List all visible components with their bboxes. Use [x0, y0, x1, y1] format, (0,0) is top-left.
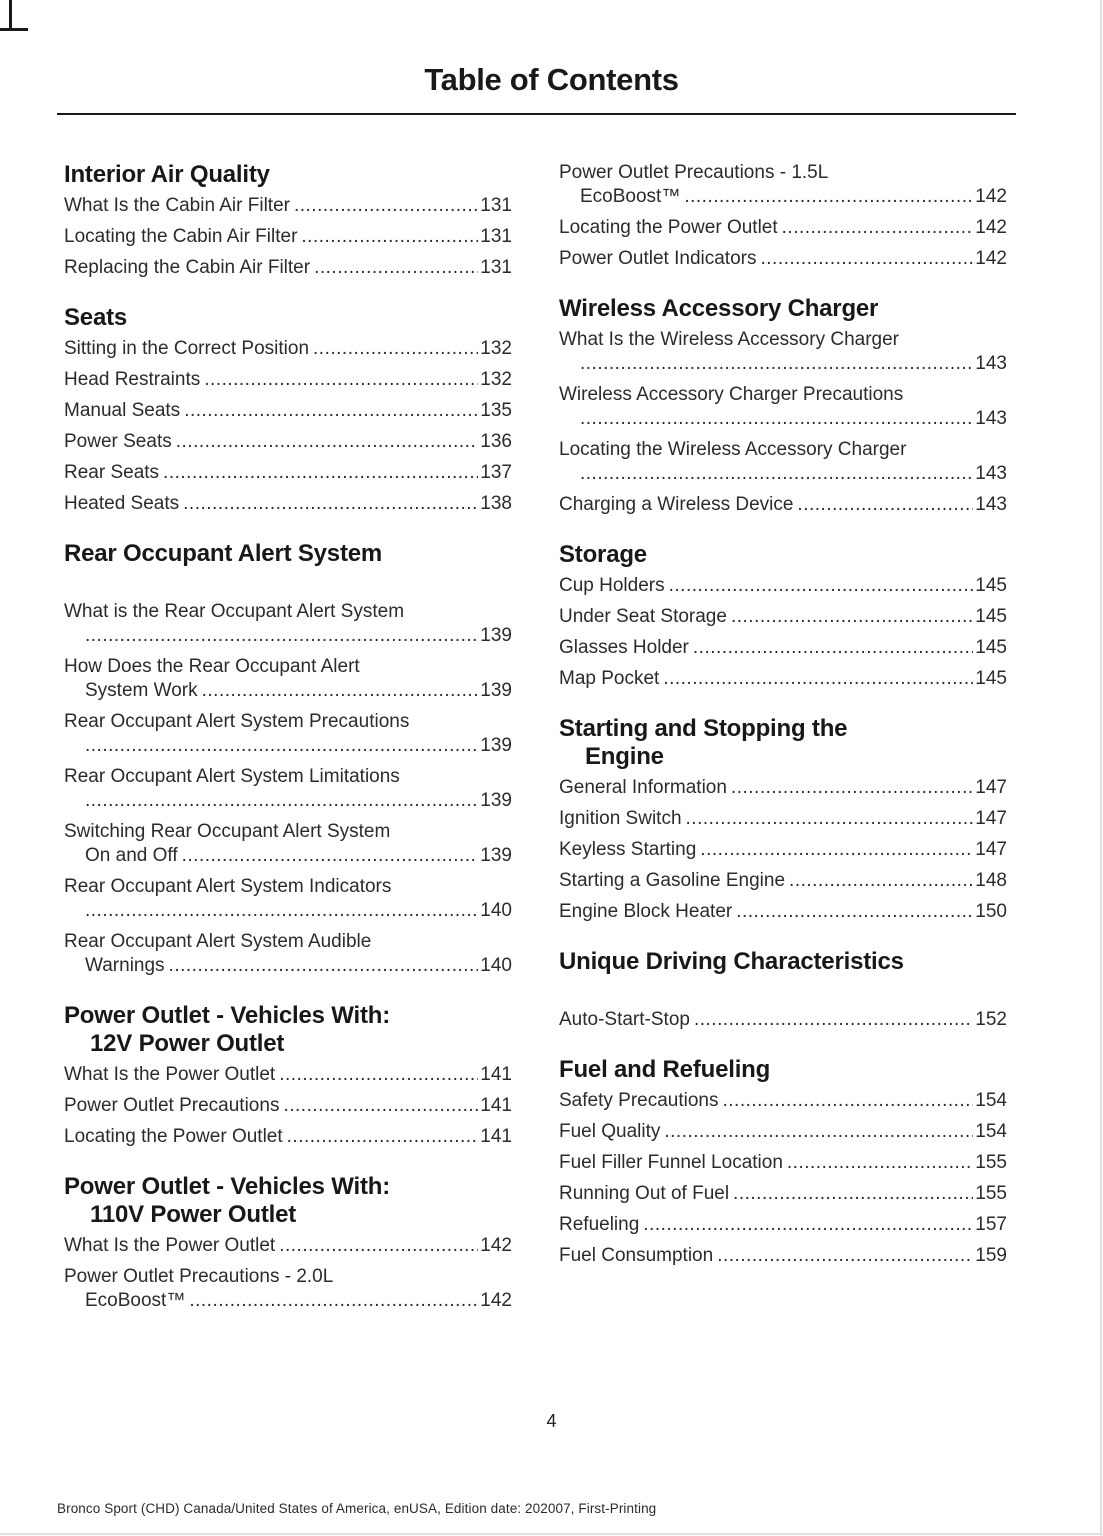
toc-entry-text: Manual Seats — [64, 400, 181, 421]
toc-entry-leader-line — [559, 807, 1007, 831]
toc-entry-page: 139 — [480, 735, 512, 756]
section-heading — [64, 161, 512, 189]
dot-leader — [684, 185, 973, 209]
section-heading — [559, 541, 1007, 569]
toc-entry — [559, 1213, 1007, 1237]
toc-entry-leader-line — [64, 734, 512, 758]
toc-section — [559, 161, 1007, 271]
toc-entry-leader-line — [559, 605, 1007, 629]
dot-leader — [669, 574, 974, 598]
toc-entry-text: Map Pocket — [559, 668, 660, 689]
toc-entry — [64, 430, 512, 454]
toc-entry-page: 131 — [480, 226, 512, 247]
toc-section — [64, 161, 512, 280]
toc-entry-leader-line — [64, 789, 512, 813]
toc-entry-leader-line — [64, 430, 512, 454]
toc-entry — [559, 383, 1007, 431]
toc-entry-text: EcoBoost™ — [580, 186, 681, 207]
section-heading — [64, 304, 512, 332]
toc-entry — [64, 492, 512, 516]
toc-entry-leader-line — [64, 1289, 512, 1313]
toc-entry-text: Keyless Starting — [559, 839, 697, 860]
toc-entry-text: EcoBoost™ — [85, 1290, 186, 1311]
toc-entry-page: 145 — [975, 637, 1007, 658]
toc-entry-leader-line — [64, 399, 512, 423]
section-heading-line: Wireless Accessory Charger — [559, 295, 879, 322]
toc-entry-page: 152 — [975, 1009, 1007, 1030]
toc-entry-leader-line — [559, 869, 1007, 893]
dot-leader — [760, 247, 973, 271]
section-heading-line: Fuel and Refueling — [559, 1056, 771, 1083]
footer-text: Bronco Sport (CHD) Canada/United States of America, enUSA, Edition date: 202007, First-Printing — [57, 1501, 657, 1516]
toc-entry-line1: Wireless Accessory Charger Precautions — [559, 384, 904, 405]
toc-section — [559, 541, 1007, 691]
section-heading — [559, 715, 1007, 771]
dot-leader — [663, 667, 973, 691]
toc-entry — [559, 776, 1007, 800]
toc-entry-page: 139 — [480, 845, 512, 866]
page-edge-right — [1100, 0, 1102, 1536]
dot-leader — [169, 954, 479, 978]
toc-entry — [64, 1234, 512, 1258]
toc-entry — [64, 1265, 512, 1313]
toc-entry — [64, 820, 512, 868]
toc-entry-text: Fuel Filler Funnel Location — [559, 1152, 783, 1173]
toc-entry — [559, 900, 1007, 924]
section-heading — [64, 1002, 512, 1058]
toc-entry — [64, 194, 512, 218]
toc-entry-page: 141 — [480, 1064, 512, 1085]
toc-entry-text: Power Seats — [64, 431, 172, 452]
dot-leader — [717, 1244, 973, 1268]
toc-entry-line1: Switching Rear Occupant Alert System — [64, 821, 391, 842]
toc-entry-line1: Rear Occupant Alert System Limitations — [64, 766, 400, 787]
toc-section — [64, 1173, 512, 1313]
toc-entry-page: 137 — [480, 462, 512, 483]
toc-entry — [559, 247, 1007, 271]
toc-entry-line1: What is the Rear Occupant Alert System — [64, 601, 405, 622]
toc-entry-page: 145 — [975, 668, 1007, 689]
toc-entry-leader-line — [64, 368, 512, 392]
dot-leader — [85, 899, 478, 923]
toc-entry-leader-line — [64, 1234, 512, 1258]
section-heading-line: Starting and Stopping the — [559, 715, 848, 742]
dot-leader — [202, 679, 479, 703]
toc-entry-text: What Is the Power Outlet — [64, 1064, 276, 1085]
toc-entry — [64, 875, 512, 923]
toc-entry-leader-line — [559, 838, 1007, 862]
toc-entry-leader-line — [64, 492, 512, 516]
crop-mark-vertical — [9, 0, 12, 28]
dot-leader — [314, 256, 478, 280]
toc-entry-page: 143 — [975, 353, 1007, 374]
toc-entry-page: 140 — [480, 900, 512, 921]
toc-entry-page: 138 — [480, 493, 512, 514]
dot-leader — [294, 194, 478, 218]
toc-entry-page: 142 — [975, 248, 1007, 269]
toc-entry-page: 154 — [975, 1090, 1007, 1111]
toc-entry-line1: Rear Occupant Alert System Indicators — [64, 876, 392, 897]
dot-leader — [313, 337, 478, 361]
toc-entry-page: 139 — [480, 680, 512, 701]
toc-entry-page: 141 — [480, 1095, 512, 1116]
dot-leader — [580, 462, 973, 486]
toc-column-2 — [559, 161, 1007, 1320]
toc-entry-leader-line — [64, 461, 512, 485]
toc-entry-page: 143 — [975, 463, 1007, 484]
toc-entry-page: 142 — [480, 1235, 512, 1256]
toc-entry-page: 131 — [480, 195, 512, 216]
toc-entry — [559, 636, 1007, 660]
section-heading — [559, 948, 1007, 976]
dot-leader — [643, 1213, 973, 1237]
dot-leader — [787, 1151, 973, 1175]
section-heading-line: Unique Driving Characteristics — [559, 948, 904, 975]
toc-entry-text: Power Outlet Precautions — [64, 1095, 280, 1116]
dot-leader — [279, 1063, 478, 1087]
toc-entry-leader-line — [559, 1151, 1007, 1175]
toc-entry-text: On and Off — [85, 845, 178, 866]
toc-entry — [64, 1125, 512, 1149]
section-heading-line: Rear Occupant Alert System — [64, 540, 383, 567]
toc-entry-line1: Locating the Wireless Accessory Charger — [559, 439, 907, 460]
toc-entry — [64, 765, 512, 813]
toc-entry-page: 147 — [975, 777, 1007, 798]
toc-entry-leader-line — [559, 462, 1007, 486]
toc-entry-leader-line — [559, 1244, 1007, 1268]
dot-leader — [722, 1089, 973, 1113]
page-title: Table of Contents — [424, 62, 679, 97]
toc-entry-leader-line — [64, 679, 512, 703]
toc-section — [64, 1002, 512, 1149]
toc-entry-text: Charging a Wireless Device — [559, 494, 794, 515]
toc-entry-text: Fuel Quality — [559, 1121, 661, 1142]
toc-entry-text: Ignition Switch — [559, 808, 682, 829]
toc-entry-text: Fuel Consumption — [559, 1245, 714, 1266]
section-heading-line: Power Outlet - Vehicles With: — [64, 1173, 391, 1200]
toc-entry — [64, 256, 512, 280]
toc-entry-page: 131 — [480, 257, 512, 278]
toc-entry-leader-line — [559, 1182, 1007, 1206]
toc-section — [64, 304, 512, 516]
toc-entry — [559, 1089, 1007, 1113]
toc-entry-leader-line — [559, 407, 1007, 431]
toc-entry-leader-line — [559, 776, 1007, 800]
section-heading-line: Interior Air Quality — [64, 161, 270, 188]
section-heading — [559, 295, 1007, 323]
dot-leader — [580, 407, 973, 431]
toc-entry-leader-line — [64, 624, 512, 648]
dot-leader — [693, 636, 973, 660]
dot-leader — [664, 1120, 973, 1144]
toc-entry-page: 142 — [975, 186, 1007, 207]
toc-entry-page: 132 — [480, 338, 512, 359]
toc-entry — [64, 461, 512, 485]
section-heading — [559, 1056, 1007, 1084]
section-heading-line: 12V Power Outlet — [90, 1030, 285, 1057]
toc-entry-page: 159 — [975, 1245, 1007, 1266]
dot-leader — [731, 776, 973, 800]
dot-leader — [184, 399, 478, 423]
toc-entry-text: Starting a Gasoline Engine — [559, 870, 786, 891]
toc-entry — [559, 161, 1007, 209]
toc-entry-leader-line — [559, 667, 1007, 691]
toc-section — [559, 1056, 1007, 1268]
toc-entry-page: 155 — [975, 1152, 1007, 1173]
section-heading-line: Seats — [64, 304, 128, 331]
toc-entry — [559, 1151, 1007, 1175]
toc-entry — [64, 337, 512, 361]
toc-entry — [559, 1008, 1007, 1032]
toc-entry-page: 142 — [480, 1290, 512, 1311]
toc-entry-leader-line — [559, 493, 1007, 517]
toc-entry-text: Glasses Holder — [559, 637, 689, 658]
toc-entry — [559, 605, 1007, 629]
toc-entry-text: What Is the Cabin Air Filter — [64, 195, 290, 216]
toc-entry-text: Refueling — [559, 1214, 640, 1235]
dot-leader — [85, 734, 478, 758]
toc-entry-page: 142 — [975, 217, 1007, 238]
section-heading — [64, 540, 512, 568]
dot-leader — [733, 1182, 973, 1206]
toc-entry-leader-line — [64, 1125, 512, 1149]
dot-leader — [580, 352, 973, 376]
toc-entry-leader-line — [64, 954, 512, 978]
toc-entry-text: Sitting in the Correct Position — [64, 338, 310, 359]
dot-leader — [279, 1234, 478, 1258]
page-number: 4 — [546, 1411, 557, 1431]
toc-entry-text: Rear Seats — [64, 462, 160, 483]
toc-section — [559, 715, 1007, 924]
toc-entry-page: 140 — [480, 955, 512, 976]
dot-leader — [287, 1125, 479, 1149]
toc-entry-text: Cup Holders — [559, 575, 665, 596]
toc-entry-line1: Power Outlet Precautions - 2.0L — [64, 1266, 334, 1287]
toc-entry — [559, 1244, 1007, 1268]
toc-entry-leader-line — [559, 1008, 1007, 1032]
toc-entry-page: 154 — [975, 1121, 1007, 1142]
toc-entry — [559, 838, 1007, 862]
toc-entry-text: Heated Seats — [64, 493, 180, 514]
toc-entry — [559, 328, 1007, 376]
toc-entry-leader-line — [64, 844, 512, 868]
toc-entry-page: 147 — [975, 808, 1007, 829]
dot-leader — [700, 838, 973, 862]
toc-entry — [559, 869, 1007, 893]
toc-entry-text: Engine Block Heater — [559, 901, 733, 922]
dot-leader — [736, 900, 973, 924]
dot-leader — [204, 368, 478, 392]
toc-section — [64, 540, 512, 978]
toc-entry-text: System Work — [85, 680, 198, 701]
toc-entry — [64, 1094, 512, 1118]
toc-entry-text: Power Outlet Indicators — [559, 248, 757, 269]
toc-entry-page: 145 — [975, 575, 1007, 596]
toc-entry-line1: Rear Occupant Alert System Precautions — [64, 711, 410, 732]
toc-entry-text: Under Seat Storage — [559, 606, 727, 627]
toc-entry — [559, 667, 1007, 691]
toc-entry — [64, 710, 512, 758]
toc-entry-leader-line — [64, 256, 512, 280]
toc-entry-text: Safety Precautions — [559, 1090, 719, 1111]
toc-entry-leader-line — [64, 194, 512, 218]
dot-leader — [301, 225, 478, 249]
dot-leader — [789, 869, 973, 893]
toc-entry-text: Locating the Power Outlet — [64, 1126, 283, 1147]
dot-leader — [183, 492, 478, 516]
toc-section — [559, 948, 1007, 1032]
toc-entry — [559, 1182, 1007, 1206]
toc-entry — [559, 216, 1007, 240]
toc-entry-leader-line — [64, 337, 512, 361]
toc-entry-text: Locating the Cabin Air Filter — [64, 226, 298, 247]
toc-entry-leader-line — [559, 1213, 1007, 1237]
toc-entry-leader-line — [559, 1120, 1007, 1144]
toc-entry-page: 155 — [975, 1183, 1007, 1204]
toc-entry-line1: How Does the Rear Occupant Alert — [64, 656, 360, 677]
toc-entry-line1: Power Outlet Precautions - 1.5L — [559, 162, 829, 183]
toc-entry-page: 139 — [480, 790, 512, 811]
toc-entry-page: 139 — [480, 625, 512, 646]
toc-section — [559, 295, 1007, 517]
toc-entry-text: Replacing the Cabin Air Filter — [64, 257, 311, 278]
section-heading — [64, 1173, 512, 1229]
toc-entry — [64, 600, 512, 648]
toc-entry-page: 135 — [480, 400, 512, 421]
toc-entry-leader-line — [559, 900, 1007, 924]
toc-entry-text: Head Restraints — [64, 369, 201, 390]
toc-entry-page: 148 — [975, 870, 1007, 891]
dot-leader — [731, 605, 973, 629]
toc-entry-leader-line — [559, 216, 1007, 240]
toc-entry-text: Running Out of Fuel — [559, 1183, 730, 1204]
dot-leader — [85, 789, 478, 813]
dot-leader — [797, 493, 973, 517]
toc-entry-page: 141 — [480, 1126, 512, 1147]
toc-entry-leader-line — [64, 1094, 512, 1118]
toc-entry — [64, 225, 512, 249]
section-heading-line: Power Outlet - Vehicles With: — [64, 1002, 391, 1029]
toc-entry-page: 150 — [975, 901, 1007, 922]
toc-entry — [64, 655, 512, 703]
toc-entry-page: 143 — [975, 408, 1007, 429]
toc-entry-leader-line — [559, 352, 1007, 376]
dot-leader — [782, 216, 974, 240]
toc-column-1 — [64, 161, 512, 1320]
toc-entry-leader-line — [64, 899, 512, 923]
toc-entry-line1: What Is the Wireless Accessory Charger — [559, 329, 899, 350]
toc-entry — [559, 574, 1007, 598]
toc-entry-leader-line — [559, 574, 1007, 598]
toc-entry — [64, 1063, 512, 1087]
page-edge-bottom — [0, 1533, 1103, 1535]
toc-entry — [559, 438, 1007, 486]
toc-entry — [559, 807, 1007, 831]
toc-entry-text: General Information — [559, 777, 727, 798]
toc-columns — [0, 115, 1103, 1320]
toc-entry — [559, 493, 1007, 517]
section-heading-line: Storage — [559, 541, 647, 568]
toc-entry-page: 157 — [975, 1214, 1007, 1235]
toc-entry-page: 143 — [975, 494, 1007, 515]
toc-entry-page: 147 — [975, 839, 1007, 860]
dot-leader — [694, 1008, 973, 1032]
toc-entry-leader-line — [64, 225, 512, 249]
toc-entry-text: Auto-Start-Stop — [559, 1009, 690, 1030]
toc-entry-page: 145 — [975, 606, 1007, 627]
toc-entry-line1: Rear Occupant Alert System Audible — [64, 931, 372, 952]
toc-entry-leader-line — [64, 1063, 512, 1087]
toc-entry — [559, 1120, 1007, 1144]
toc-entry — [64, 368, 512, 392]
dot-leader — [283, 1094, 478, 1118]
dot-leader — [176, 430, 479, 454]
toc-entry-text: What Is the Power Outlet — [64, 1235, 276, 1256]
section-heading-line: 110V Power Outlet — [90, 1201, 297, 1228]
crop-mark-horizontal — [0, 28, 28, 31]
toc-entry-page: 132 — [480, 369, 512, 390]
toc-entry-leader-line — [559, 636, 1007, 660]
toc-entry-page: 136 — [480, 431, 512, 452]
dot-leader — [686, 807, 974, 831]
dot-leader — [163, 461, 478, 485]
toc-entry-text: Locating the Power Outlet — [559, 217, 778, 238]
section-heading-line: Engine — [585, 743, 664, 770]
toc-entry-leader-line — [559, 185, 1007, 209]
toc-entry-leader-line — [559, 247, 1007, 271]
dot-leader — [85, 624, 478, 648]
toc-entry — [64, 930, 512, 978]
toc-entry-text: Warnings — [85, 955, 165, 976]
toc-entry-leader-line — [559, 1089, 1007, 1113]
toc-entry — [64, 399, 512, 423]
dot-leader — [182, 844, 479, 868]
dot-leader — [189, 1289, 478, 1313]
